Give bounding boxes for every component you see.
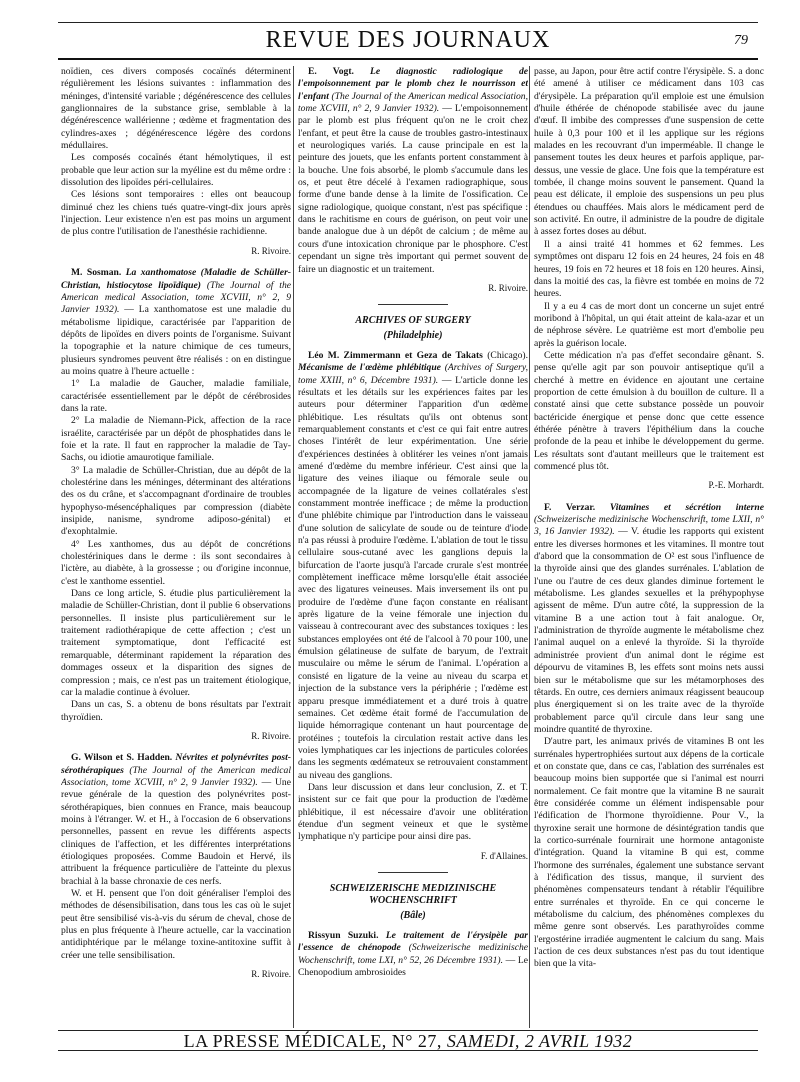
- article-source: (The Journal of the American medical Association, tome XCVIII, n° 2, 9 Janvier 1932).: [298, 90, 528, 115]
- running-head: REVUE DES JOURNAUX: [265, 27, 551, 53]
- signature: R. Rivoire.: [251, 245, 291, 256]
- article-author: G. Wilson et S. Hadden.: [71, 752, 173, 764]
- section-title: ARCHIVES OF SURGERY: [355, 315, 471, 327]
- section-separator: [378, 304, 448, 305]
- signature: R. Rivoire.: [251, 969, 291, 980]
- article-author: Léo M. Zimmermann et Geza de Takats: [308, 349, 483, 361]
- column-1: [61, 66, 291, 1028]
- list-item: 1° La maladie de Gaucher, maladie familiale, caractérisée essentiellement par le dépôt de cérébrosides dans la rate.: [61, 378, 291, 414]
- signature: F. d'Allaines.: [480, 850, 528, 861]
- article-verzar: [534, 502, 764, 737]
- column-divider-2: [529, 66, 530, 1028]
- article-vogt: [298, 66, 528, 276]
- article-body: — L'empoisonnement par le plomb est plus fréquent qu'on ne le croit chez l'enfant, et peut être la cause de troubles gastro-intestinaux et neurologiques variés. La cause principale en est la peinture des jouets, que les enfants portent constamment à la bouche. Une fois absorbé, le plomb s'accumule dans les os, et peut être décelé à l'examen radiographique, sous forme d'une bande dense à la limite de l'ossification. Ce signe radiologique, quoique constant, n'est pas spécifique : dans le rachitisme en cours de guérison, on peut voir une bande analogue due à un dépôt de calcium ; de même au cours d'une intoxication chronique par le phosphore. C'est cependant un signe très important qui permet souvent de faire un diagnostic et un traitement.: [298, 103, 528, 275]
- article-author: Rissyun Suzuki.: [308, 930, 379, 941]
- article-source: (Archives of Surgery, tome XXIII, n° 6, Décembre 1931).: [298, 362, 528, 386]
- article-body: — V. étudie les rapports qui existent entre les diverses hormones et les vitamines. Il montre tout d'abord que la consommation de O² est sous l'influence de la thyroïde ainsi que des glandes surrénales. L'ablation de l'une ou l'autre de ces deux glandes diminue fortement le métabolisme. Les glandes sexuelles et la préhypophyse agissent de même. D'un autre côté, la suppression de la vitamine B a une action tout à fait analogue. Or, l'administration de thyroïde augmente le métabolisme chez l'animal auquel on a enlevé la thyroïde. Si la thyroïde administrée provient d'un animal dont le régime est dépourvu de vitamines B, les effets sont moins nets aussi bien sur le métabolisme que sur les métamorphoses des têtards. En outre, ces derniers animaux réagissent beaucoup plus énergiquement si on les traite avec de la thyroïde probablement parce qu'il circule dans leur sang une moindre quantité de thyroxine.: [534, 526, 764, 735]
- paragraph: D'autre part, les animaux privés de vitamines B ont les surrénales hypertrophiées surtout aux dépens de la corticale et on constate que, dans ce cas, l'ablation des surrénales est beaucoup moins bien supportée que si l'animal est nourri normalement. Ce fait montre que la vitamine B ne saurait être considérée comme un élément indispensable pour l'édification de l'hormone thyroïdienne. Pour V., la thyroxine serait une hormone de désintégration tandis que la cortico-surrénale fournirait une hormone antagoniste d'intégration. Quand la vitamine B qui est, comme l'hormone des surrénales, également une substance servant à l'édification des tissus, manque, il survient des phénomènes compensateurs tendant à rétablir l'équilibre entre surrénales et thyroïde. En ce qui concerne le métabolisme du calcium, des phénomènes complexes du même genre sont observés. Les parathyroïdes comme l'ergostérine irradiée augmentent le calcium du sang. Mais l'action de ces deux substances n'est pas du tout identique bien que la vita-: [534, 736, 764, 970]
- article-body: — Une revue générale de la question des polynévrites post-sérothérapiques, bien connues en France, mais beaucoup moins à l'étranger. W. et H., à l'occasion de 6 observations personnelles, passent en revue les différents aspects cliniques de l'affection, et les différentes interprétations étiologiques proposées. Comme Baudoin et Hervé, ils attribuent la fréquence particulière de l'atteinte du plexus brachial à la basse chronaxie de ces nerfs.: [61, 776, 291, 887]
- article-body: — Le Chenopodium ambrosioides: [298, 954, 528, 979]
- column-2: [298, 66, 528, 1028]
- paragraph: Cette médication n'a pas d'effet secondaire gênant. S. pense qu'elle agit par son pouvoir antiseptique qu'il a cherché à mettre en évidence en ajoutant une certaine proportion de cette émulsion à du bouillon de culture. Il a constaté ainsi que cette substance possède un pouvoir bactéricide énergique et pense donc que cette essence éthérée pénètre à travers l'épithélium dans la couche profonde de la peau et inhibe le développement du germe. Les résultats sont d'autant meilleurs que le traitement est commencé plus tôt.: [534, 349, 764, 472]
- signature: R. Rivoire.: [251, 730, 291, 741]
- article-source: (The Journal of the American medical Association, tome XCVIII, n° 2, 9 Janvier 1932).: [61, 279, 291, 316]
- footer-rule-bottom: [58, 1050, 758, 1051]
- article-body: — La xanthomatose est une maladie du métabolisme lipidique, caractérisée par l'apparition de dépôts de lipoïdes en divers points de l'organisme. Suivant la topographie et la nature chimique de ces tumeurs, plusieurs syndromes peuvent être réalisés : on en distingue au moins quatre à l'heure actuelle :: [61, 304, 291, 377]
- article-zimmermann: [298, 350, 528, 782]
- article-suzuki: [298, 930, 528, 979]
- article-source: (Schweizerische medizinische Wochenschrift, tome LXII, n° 3, 16 Janvier 1932).: [534, 514, 764, 538]
- section-subtitle: (Philadelphie): [383, 329, 443, 341]
- list-item: 3° La maladie de Schüller-Christian, due au dépôt de la cholestérine dans les méninges, déterminant des altérations des os du crâne, et s'accompagnant d'ordinaire de troubles hypophyso-mésencéphaliques par compression (diabète insipide, nanisme, syndrome adiposo-génital) et d'exophtalmie.: [61, 464, 291, 538]
- paragraph: W. et H. pensent que l'on doit généraliser l'emploi des méthodes de désensibilisation, dans tous les cas où le sujet peut être sensibilisé vis-à-vis du sérum de cheval, chose de plus en plus fréquente à l'heure actuelle, car la vaccination antidiphtérique par le mélange toxine-antitoxine suffit à créer une telle sensibilisation.: [61, 888, 291, 961]
- signature: P.-E. Morhardt.: [708, 480, 764, 491]
- top-rule: [58, 22, 758, 23]
- article-wilson-hadden: [61, 752, 291, 888]
- article-title: Vitamines et sécrétion interne: [609, 501, 764, 513]
- paragraph: Il a ainsi traité 41 hommes et 62 femmes. Les symptômes ont disparu 12 fois en 24 heures, 24 fois en 48 heures, 19 fois en 72 heures et 18 fois en 120 heures. Ainsi, dans la moitié des cas, la fièvre est tombée en moins de 72 heures.: [534, 238, 764, 300]
- paragraph: Les composés cocaïnés étant hémolytiques, il est probable que leur action sur la myéline est du même ordre : dissolution des lipoïdes péri-cellulaires.: [61, 152, 291, 189]
- list-item: 4° Les xanthomes, dus au dépôt de concrétions cholestériniques dans le derme : ils sont secondaires à l'ictère, au diabète, à la grossesse ; ou d'origine inconnue, c'est le xanthome essentiel.: [61, 538, 291, 587]
- article-body: — L'article donne les résultats et les détails sur les expériences faites par les auteurs pour déterminer l'apparition d'un œdème phlébitique. Les résultats qu'ils ont obtenus sont remarquablement constants et c'est ce qui fait entre autres choses l'intérêt de leur expérimentation. Une série d'expériences destinées à oblitérer les veines n'ont jamais amené d'œdème du membre inférieur. C'est ainsi que la ligature des veines iliaque ou fémorale seule ou accompagnée de la ligature de veines collatérales s'est constamment montrée inefficace ; de même la production d'une phlébite chimique par l'introduction dans le vaisseau d'une solution de salicylate de soude ou de teinture d'iode n'a pas réussi à produire l'œdème. L'ablation de tout le tissu cellulaire sous-cutané avec les ganglions depuis la bifurcation de l'aorte jusqu'à l'arcade crurale s'est montrée complètement inefficace même lorsqu'elle était associée avec des ligatures veineuses. Mais inversement ils ont pu produire de l'œdème d'une façon constante en réalisant après ligature de la veine fémorale une injection du vaisseau à contrecourant avec des substances toxiques : les substances employées ont été de l'alcool à 70 pour 100, une émulsion gélatineuse de sulfate de baryum, de l'extrait musculaire ou même le sérum de l'animal. L'opération a consisté en ligature de la veine au niveau du scarpa et injection de la substance vers la périphérie ; l'œdème est apparu presque immédiatement et a duré trois à quatre semaines. Cet œdème était formé de l'accumulation de liquide hémorragique contenant un haut pourcentage de protéines ; toutefois la circulation restait active dans les voies lymphatiques car les injections de particules colorées dans les segments œdémateux se retrouvaient constamment au niveau des ganglions.: [298, 374, 528, 781]
- article-author: M. Sosman.: [71, 267, 122, 279]
- page-number: 79: [734, 33, 748, 48]
- header-rule: [58, 58, 758, 60]
- column-3: [534, 66, 764, 1028]
- paragraph: passe, au Japon, pour être actif contre l'érysipèle. S. a donc été amené à utiliser ce médicament dans 103 cas d'érysipèle. La préparation qu'il emploie est une émulsion d'huile éthérée de chénopode stabilisée avec du jaune d'œuf. Il imbibe des compresses d'une suspension de cette huile à 0,3 pour 100 et il les applique sur les régions malades en les recouvrant d'un imperméable. Il change le pansement toutes les deux heures et parfois applique, par-dessus, une vessie de glace. Une fois que la température est tombée, il change moins souvent le pansement. Quand la peau est délicate, il emploie des suspensions un peu plus étendues ou chauffées. Mais alors le médicament perd de son activité. En outre, il administre de la poudre de digitale à assez fortes doses au début.: [534, 66, 764, 238]
- section-subtitle: (Bâle): [400, 909, 426, 921]
- paragraph: Dans un cas, S. a obtenu de bons résultats par l'extrait thyroïdien.: [61, 699, 291, 723]
- article-author: F. Verzar.: [544, 501, 596, 513]
- paragraph: Ces lésions sont temporaires : elles ont beaucoup diminué chez les chiens tués quatre-vingt-dix jours après l'injection. Leur existence n'en est pas moins un argument de plus contre l'utilisation de l'anesthésie rachidienne.: [61, 189, 291, 238]
- article-author: E. Vogt.: [308, 66, 354, 77]
- list-item: 2° La maladie de Niemann-Pick, affection de la race israélite, caractérisée par un dépôt de phosphatides dans le foie et la rate. Il faut en rapprocher la maladie de Tay-Sachs, ou idiotie amaurotique familiale.: [61, 415, 291, 464]
- paragraph: Dans leur discussion et dans leur conclusion, Z. et T. insistent sur ce fait que pour la production de l'œdème phlébitique, il est nécessaire d'avoir une oblitération étendue d'un segment veineux et que le système lymphatique n'y participe pour ainsi dire pas.: [298, 781, 528, 843]
- page-footer: [58, 1031, 758, 1052]
- article-sosman: [61, 267, 291, 378]
- article-title: Névrites et polynévrites post-sérothérapiques: [61, 752, 291, 776]
- article-title: Le diagnostic radiologique de l'empoisonnement par le plomb chez le nourrisson et l'enfant: [298, 66, 528, 102]
- paragraph: Dans ce long article, S. étudie plus particulièrement la maladie de Schüller-Christian, dont il publie 6 observations personnelles. Il insiste plus particulièrement sur le traitement radiothérapique de cette affection ; c'est un traitement symptomatique, dont l'efficacité est remarquable, déterminant rapidement la réparation des dommages osseux et la disparition des signes de compression ; mais, ce n'est pas un traitement étiologique, car la maladie continue à évoluer.: [61, 588, 291, 698]
- signature: R. Rivoire.: [488, 282, 528, 293]
- paragraph: noïdien, ces divers composés cocaïnés déterminent régulièrement les lésions suivantes : inflammation des méninges, d'intensité variable ; dégénérescence des cellules ganglionnaires de la substance grise, semblable à la dégénérescence wallérienne ; œdème et fragmentation des cylindres-axes ; dégénérescence légère des cordons médullaires.: [61, 66, 291, 152]
- section-separator: [378, 872, 448, 873]
- article-title: Mécanisme de l'œdème phlébitique: [298, 362, 441, 374]
- article-source: (The Journal of the American medical Association, tome XCVIII, n° 2, 9 Janvier 1932).: [61, 764, 291, 788]
- article-source: (Schweizerische medizinische Wochenschrift, tome LXI, n° 52, 26 Décembre 1931).: [298, 942, 528, 966]
- paragraph: Il y a eu 4 cas de mort dont un concerne un sujet entré moribond à l'hôpital, un qui était atteint de kala-azar et un de néphrose sévère. Le quatrième est mort d'embolie peu après la guérison locale.: [534, 300, 764, 349]
- section-title: SCHWEIZERISCHE MEDIZINISCHE WOCHENSCHRIFT: [329, 882, 497, 907]
- footer-journal: LA PRESSE MÉDICALE, N° 27,: [183, 1031, 442, 1051]
- article-title: Le traitement de l'érysipèle par l'essence de chénopode: [298, 930, 528, 954]
- column-divider-1: [293, 66, 294, 1028]
- article-city: (Chicago).: [487, 349, 528, 361]
- footer-date: SAMEDI, 2 AVRIL 1932: [446, 1031, 633, 1051]
- article-title: La xanthomatose (Maladie de Schüller-Christian, histiocytose lipoïdique): [61, 267, 291, 291]
